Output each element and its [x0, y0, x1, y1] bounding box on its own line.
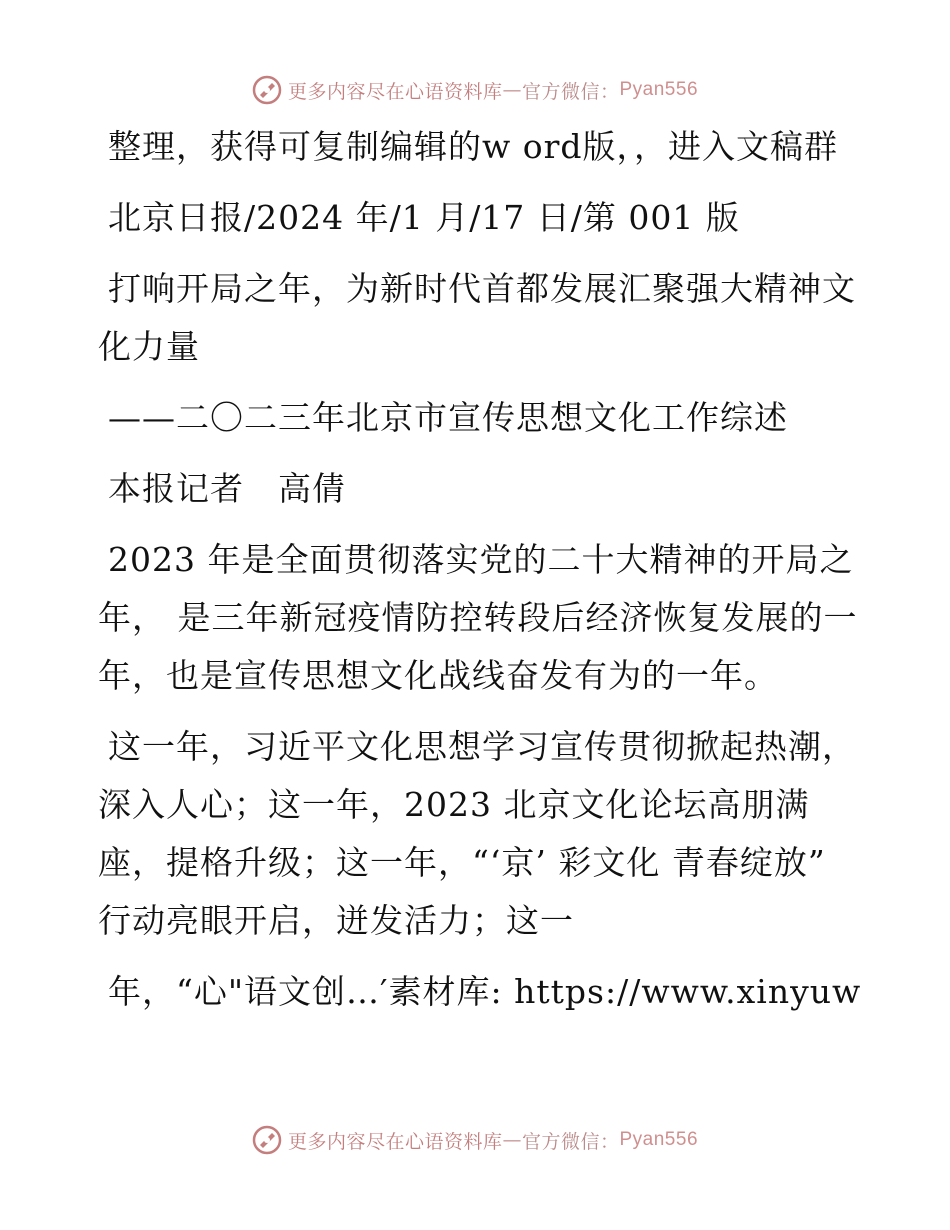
paragraph-source: 北京日报/2024 年/1 月/17 日/第 001 版 — [108, 198, 740, 237]
watermark-wechat-label: 官方微信： — [521, 80, 620, 103]
paragraph-body-3: 年，“心"语文创…′素材库: https://www.xinyuw — [108, 972, 862, 1011]
pen-logo-icon — [252, 75, 282, 105]
paragraph-body-2: 这一年，习近平文化思想学习宣传贯彻掀起热潮，深入人心；这一年，2023 北京文化论坛高朋满座，提格升级；这一年，“‘京’ 彩文化 青春绽放” 行动亮眼开启，迸发活力；这一 — [98, 727, 856, 940]
article-title: 打响开局之年，为新时代首都发展汇聚强大精神文化力量 — [98, 269, 856, 366]
watermark-main-text: 更多内容尽在心语资料库 — [287, 80, 503, 103]
header-watermark — [0, 70, 950, 110]
article-subtitle: ——二〇二三年北京市宣传思想文化工作综述 — [108, 398, 788, 437]
article-byline: 本报记者 高倩 — [108, 469, 346, 508]
watermark-separator: — — [502, 79, 522, 101]
watermark-wechat-id: Pyan556 — [619, 1129, 699, 1150]
watermark-wechat-id: Pyan556 — [619, 79, 699, 100]
watermark-main-text: 更多内容尽在心语资料库 — [287, 1130, 503, 1153]
document-body — [98, 118, 862, 1034]
pen-logo-icon — [252, 1125, 282, 1155]
paragraph-body-1: 2023 年是全面贯彻落实党的二十大精神的开局之年， 是三年新冠疫情防控转段后经济恢复发展的一年，也是宣传思想文化战线奋发有为的一年。 — [98, 540, 858, 695]
watermark-separator: — — [502, 1129, 522, 1151]
watermark-wechat-label: 官方微信： — [521, 1130, 620, 1153]
paragraph-intro: 整理，获得可复制编辑的w ord版，，进入文稿群 — [108, 127, 839, 166]
footer-watermark — [0, 1120, 950, 1160]
